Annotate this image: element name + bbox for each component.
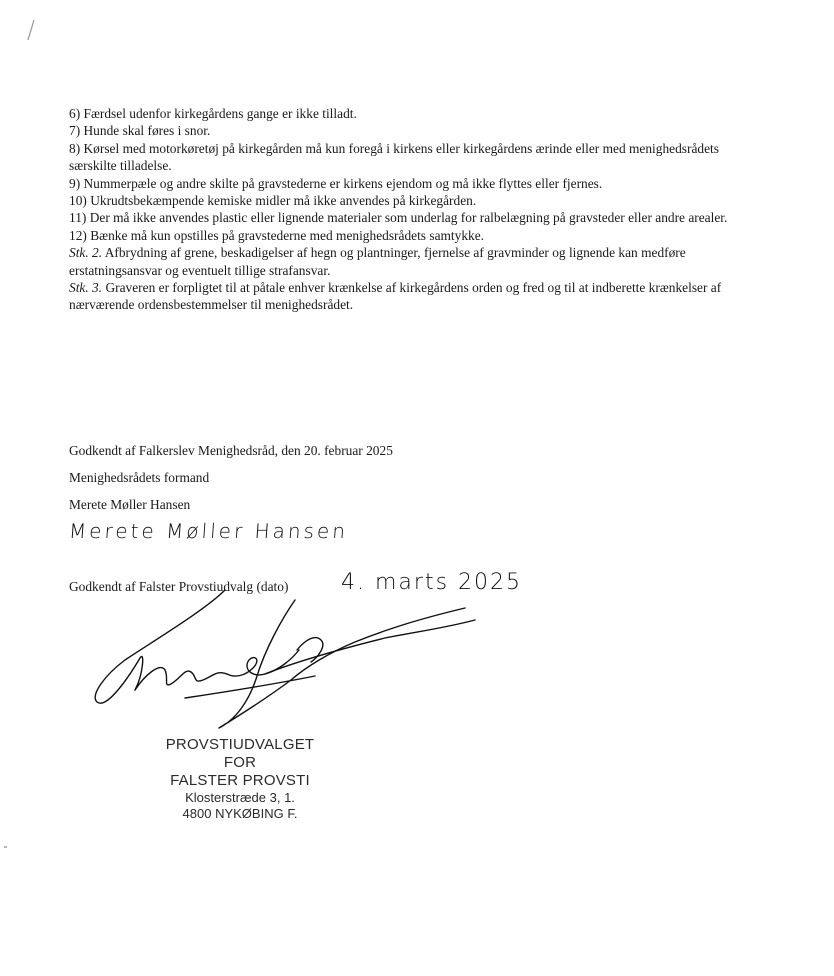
scan-speck bbox=[4, 846, 7, 848]
scan-mark-icon bbox=[20, 18, 40, 44]
council-approval: Godkendt af Falkerslev Menighedsråd, den 20. februar 2025 bbox=[69, 443, 393, 458]
stk-2-text: Afbrydning af grene, beskadigelser af hegn og plantninger, fjernelse af gravminder og lignende kan medføre erstatningsansvar og eventuelt tillige strafansvar. bbox=[69, 245, 686, 278]
rule-6: 6) Færdsel udenfor kirkegårdens gange er ikke tilladt. bbox=[69, 106, 357, 121]
rule-10: 10) Ukrudtsbekæmpende kemiske midler må ikke anvendes på kirkegården. bbox=[69, 193, 477, 209]
chair-role: Menighedsrådets formand bbox=[69, 470, 210, 485]
rule-7: 7) Hunde skal føres i snor. bbox=[69, 123, 211, 139]
provsti-approval: Godkendt af Falster Provstiudvalg (dato) bbox=[69, 579, 289, 594]
stk-3-paragraph bbox=[69, 279, 769, 314]
rule-12: 12) Bænke må kun opstilles på gravstederne med menighedsrådets samtykke. bbox=[69, 227, 485, 243]
stamp-address-1: Klosterstræde 3, 1. bbox=[185, 790, 295, 805]
stk-2-label: Stk. 2. bbox=[69, 245, 103, 261]
handwritten-name: Merete Møller Hansen bbox=[68, 519, 349, 543]
rule-8: 8) Kørsel med motorkøretøj på kirkegården må kun foregå i kirkens eller kirkegårdens ærinde eller med menighedsrådets særskilte tilladelse. bbox=[69, 140, 719, 174]
provsti-stamp bbox=[120, 736, 360, 818]
stamp-line-3: FALSTER PROVSTI bbox=[170, 772, 310, 789]
handwritten-date: 4. marts 2025 bbox=[341, 570, 523, 595]
stk-2-paragraph bbox=[69, 244, 769, 279]
rule-11: 11) Der må ikke anvendes plastic eller lignende materialer som underlag for ralbelægning på gravsteder eller andre arealer. bbox=[69, 210, 728, 226]
stamp-address-2: 4800 NYKØBING F. bbox=[182, 806, 298, 818]
stamp-line-1: PROVSTIUDVALGET bbox=[165, 736, 315, 753]
stk-3-label: Stk. 3. bbox=[69, 280, 103, 296]
stamp-line-2: FOR bbox=[223, 754, 257, 771]
signature-icon bbox=[85, 580, 485, 740]
rules-section bbox=[69, 105, 769, 314]
chair-name: Merete Møller Hansen bbox=[69, 497, 191, 512]
stk-3-text: Graveren er forpligtet til at påtale enhver krænkelse af kirkegårdens orden og fred og til at indberette krænkelser af nærværende ordensbestemmelser til menighedsrådet. bbox=[69, 280, 722, 313]
rule-9: 9) Nummerpæle og andre skilte på gravstederne er kirkens ejendom og må ikke flyttes eller fjernes. bbox=[69, 175, 603, 191]
